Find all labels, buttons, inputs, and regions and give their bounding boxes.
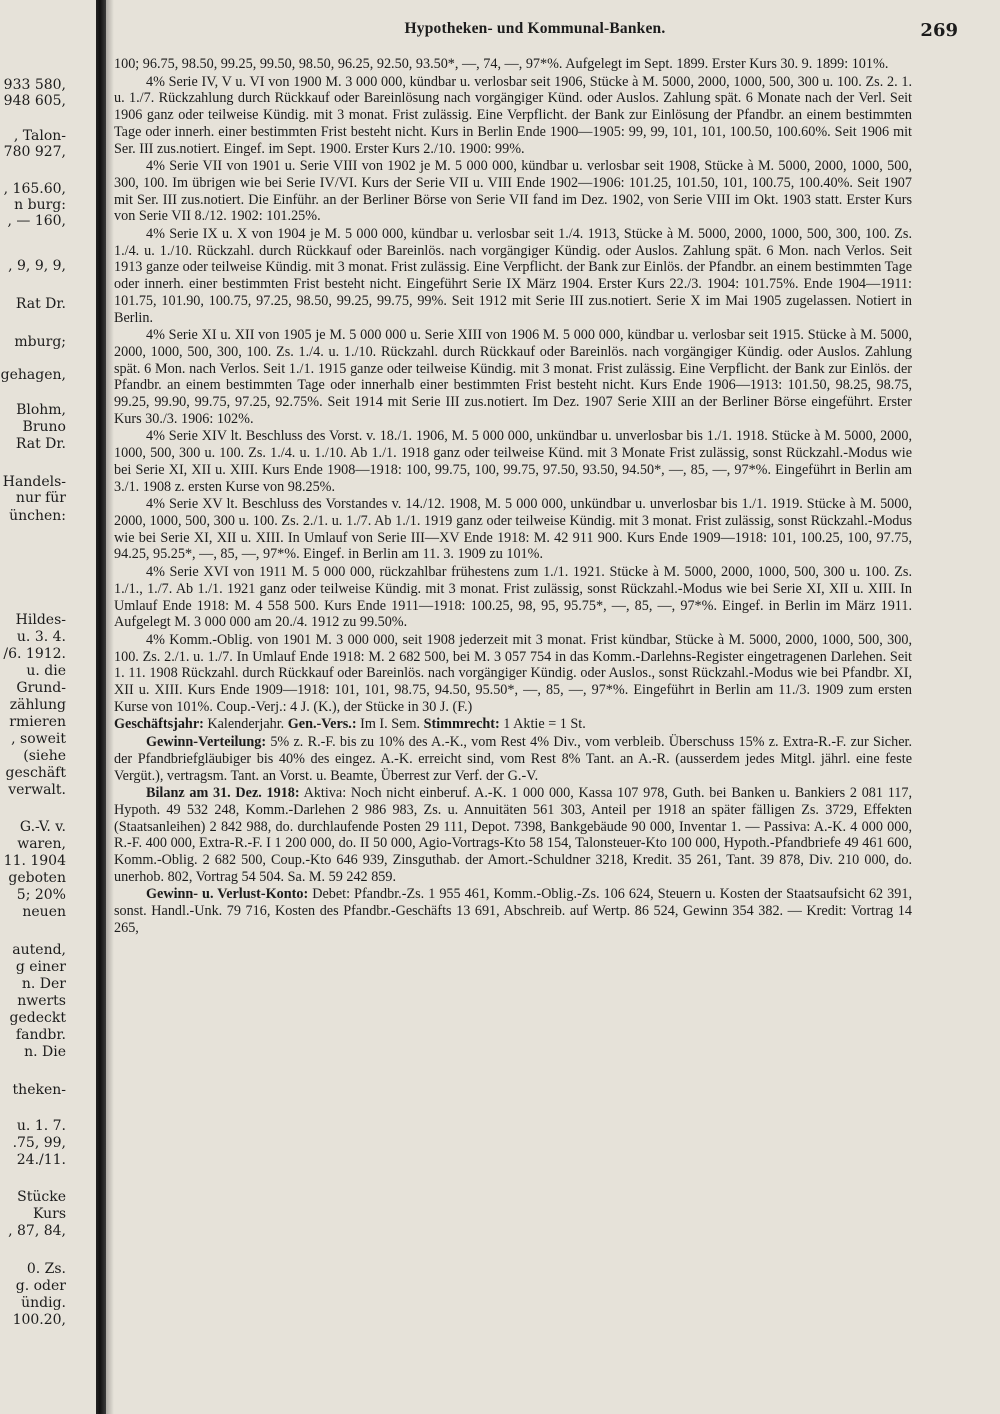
paragraph: Geschäftsjahr: Kalenderjahr. Gen.-Vers.: Im I. Sem. Stimmrecht: 1 Aktie = 1 St. (114, 716, 586, 733)
left-fragment-line: Rat Dr. (15, 436, 66, 452)
left-fragment-line: n burg: (14, 197, 66, 213)
left-fragment-line: nur für (15, 490, 66, 506)
left-page-fragment-column (0, 0, 96, 1414)
body-text (114, 56, 912, 938)
left-fragment-line: 933 580, (3, 77, 66, 93)
paragraph: 4% Serie XIV lt. Beschluss des Vorst. v. 18./1. 1906, M. 5 000 000, unkündbar u. unverlosbar bis 1./1. 1918. Stücke à M. 5000, 2000, 1000, 500, 300 u. 100. Zs. 1./4. u. 1./10. Ab 1./1. 1918 ganz oder teilweise Künd. mit 3 Monate Frist zulässig, sonst Rückzahl.-Modus wie bei Serie XI, XII u. XIII. Kurs Ende 1908—1918: 100, 99.75, 100, 99.75, 97.50, 93.50, 94.50*, —, 85, —, 97*%. Eingeführt in Berlin am 3./1. 1908 z. ersten Kurse von 98.25%. (114, 428, 912, 495)
paragraph: 4% Komm.-Oblig. von 1901 M. 3 000 000, seit 1908 jederzeit mit 3 monat. Frist kündbar, Stücke à M. 5000, 2000, 1000, 500, 300, 100. Zs. 2./1. u. 1./7. In Umlauf Ende 1918: M. 2 682 500, bei M. 3 057 754 in das Komm.-Darlehns-Register eingetragenen Darlehen. Seit 1. 11. 1908 Rückzahl. durch Rückkauf oder Bareinlös. nach vorgängiger Kündig. oder Auslos., sonst Rückzahl.-Modus wie bei Pfandbr. XI, XII u. XIII. Kurs Ende 1909—1918: 101, 101, 98.75, 94.50, 95.50*, —, 85, —, 97*%. Eingeführt in Berlin am 11./3. 1909 zum ersten Kurse von 101%. Coup.-Verj.: 4 J. (K.), der Stücke in 30 J. (F.) (114, 631, 912, 715)
left-fragment-line: 5; 20% (16, 887, 66, 903)
left-fragment-line: verwalt. (8, 782, 66, 798)
left-fragment-line: 100.20, (12, 1312, 66, 1328)
left-fragment-line: 11. 1904 (3, 853, 66, 869)
left-fragment-line: autend, (12, 942, 66, 958)
left-fragment-line: , 9, 9, 9, (8, 258, 66, 274)
left-fragment-line: gedeckt (9, 1010, 66, 1026)
left-fragment-line: Stücke (17, 1189, 66, 1205)
left-fragment-line: zählung (9, 697, 66, 713)
left-fragment-line: ündig. (21, 1295, 66, 1311)
left-fragment-line: , — 160, (7, 213, 66, 229)
left-fragment-line: , 87, 84, (8, 1223, 66, 1239)
running-header (110, 20, 960, 46)
left-fragment-line: 24./11. (16, 1152, 66, 1168)
left-fragment-line: Rat Dr. (15, 296, 66, 312)
header-title: Hypotheken- und Kommunal-Banken. (404, 20, 666, 37)
left-fragment-line: G.-V. v. (19, 819, 66, 835)
paragraph: 4% Serie IX u. X von 1904 je M. 5 000 000, kündbar u. verlosbar seit 1./4. 1913, Stücke à M. 5000, 2000, 1000, 500, 300, 100. Zs. 1./4. u. 1./10. Rückzahl. durch Rückkauf oder Bareinlös. nach vorgängiger Kündig. oder Auslos. Zahlung spät. 6 Mon. nach Verlos. Seit 1913 ganze oder teilweise Kündig. mit 3 monat. Frist zulässig. Eine Verpflicht. der Bank zur Einlös. der Pfandbr. an einem bestimmten Tage oder innerh. einer bestimmten Frist besteht nicht. Eingeführt Serie IX März 1904. Erster Kurs 22./3. 1904: 101.75%. Ende 1904—1911: 101.75, 101.90, 100.75, 97.25, 98.50, 99.25, 99.75, 99%. Seit 1912 mit Serie III zus.notiert. Serie X im Mai 1905 zugelassen. Notiert in Berlin. (114, 226, 912, 326)
left-fragment-line: u. die (26, 663, 66, 679)
left-fragment-line: theken- (12, 1082, 66, 1098)
left-fragment-line: (siehe (23, 748, 66, 764)
left-fragment-line: 780 927, (3, 144, 66, 160)
page-number: 269 (920, 20, 958, 41)
left-fragment-line: waren, (17, 836, 66, 852)
left-fragment-line: Kurs (32, 1206, 66, 1222)
paragraph: 4% Serie VII von 1901 u. Serie VIII von 1902 je M. 5 000 000, kündbar u. verlosbar seit 1908, Stücke à M. 5000, 2000, 1000, 500, 300, 100. Im übrigen wie bei Serie IV/VI. Kurs der Serie VII u. VIII Ende 1902—1906: 101.25, 101.50, 101, 100.75, 100.40%. Seit 1907 mit Ser. III zus.notiert. Die Einführ. an der Berliner Börse von Serie VII fand im Dez. 1902, von Serie VIII im Okt. 1903 statt. Erster Kurs von Serie VII 8./12. 1902: 101.25%. (114, 158, 912, 225)
left-fragment-line: , soweit (11, 731, 66, 747)
left-fragment-line: Blohm, (16, 402, 66, 418)
left-fragment-line: n. Der (21, 976, 66, 992)
left-fragment-line: mburg; (14, 334, 66, 350)
paragraph: Gewinn-Verteilung: 5% z. R.-F. bis zu 10% des A.-K., vom Rest 4% Div., vom verbleib. Überschuss 15% z. Extra-R.-F. zur Sicher. der Pfandbriefgläubiger bis 40% des eingez. A.-K. erreicht sind, vom Rest 8% Tant. an A.-R. (ausserdem jedes Mitgl. jährl. eine feste Vergüt.), vertragsm. Tant. an Vorst. u. Beamte, Überrest zur Verf. der G.-V. (114, 734, 912, 784)
paragraph: 4% Serie IV, V u. VI von 1900 M. 3 000 000, kündbar u. verlosbar seit 1906, Stücke à M. 5000, 2000, 1000, 500, 300 u. 100. Zs. 2. 1. u. 1./7. Rückzahlung durch Rückkauf oder Bareinlösung nach vorgängiger Künd. oder Auslos. Zahlung spät. 6 Monate nach der Verl. Seit 1906 ganz oder teilweise Kündig. mit 3 monat. Frist zulässig. Eine Verpflicht. der Bank zur Einlösung der Pfandbr. an einem bestimmten Tage oder innerh. einer bestimmten Frist besteht nicht. Kurs in Berlin Ende 1900—1905: 99, 99, 101, 101, 100.50, 100.60%. Seit 1906 mit Ser. III zus.notiert. Eingef. im Sept. 1900. Erster Kurs 2./10. 1900: 99%. (114, 73, 912, 157)
left-fragment-line: geschäft (5, 765, 66, 781)
left-fragment-line: fandbr. (15, 1027, 66, 1043)
left-fragment-line: rmieren (9, 714, 66, 730)
left-fragment-line: Bruno (22, 419, 66, 435)
left-fragment-line: Hildes- (15, 612, 66, 628)
left-fragment-line: 0. Zs. (26, 1261, 66, 1277)
gutter-shadow (106, 0, 114, 1414)
left-fragment-line: .75, 99, (12, 1135, 66, 1151)
paragraph: 4% Serie XI u. XII von 1905 je M. 5 000 000 u. Serie XIII von 1906 M. 5 000 000, kündbar u. verlosbar seit 1915. Stücke à M. 5000, 2000, 1000, 500, 300, 100. Zs. 1./4. u. 1./10. Rückzahl. durch Rückkauf oder Bareinlös. nach vorgängiger Kündig. oder Auslos. Zahlung spät. 6 Mon. nach Verlos. Seit 1./1. 1915 ganze oder teilweise Kündig. mit 3 monat. Frist zulässig. Eine Verpflicht. der Bank zur Einlös. der Pfandbr. an einem bestimmten Tage oder innerhalb einer bestimmten Frist besteht nicht. Kurs Ende 1906—1913: 101.50, 98.25, 98.75, 99.25, 99.90, 99.75, 97.25, 92.75%. Seit 1914 mit Serie III zus.notiert. Im Dez. 1907 Serie XIII an der Berliner Börse eingeführt. Erster Kurs 30./3. 1906: 102%. (114, 327, 912, 427)
paragraph: 4% Serie XVI von 1911 M. 5 000 000, rückzahlbar frühestens zum 1./1. 1921. Stücke à M. 5000, 2000, 1000, 500, 300 u. 100. Zs. 1./1., 1./7. Ab 1./1. 1921 ganz oder teilweise Kündig. mit 3 monat. Frist zulässig, sonst Rückzahl.-Modus wie bei Serie XI, XII u. XIII. In Umlauf Ende 1918: M. 4 558 500. Kurs Ende 1911—1918: 100.25, 98, 95, 95.75*, —, 85, —, 97*%. Eingef. in Berlin im März 1911. Aufgelegt M. 3 000 000 am 20./4. 1912 zu 99.50%. (114, 564, 912, 631)
paragraph: 100; 96.75, 98.50, 99.25, 99.50, 98.50, 96.25, 92.50, 93.50*, —, 74, —, 97*%. Aufgelegt im Sept. 1899. Erster Kurs 30. 9. 1899: 101%. (114, 56, 889, 72)
paragraph: Gewinn- u. Verlust-Konto: Debet: Pfandbr.-Zs. 1 955 461, Komm.-Oblig.-Zs. 106 624, Steuern u. Kosten der Staatsaufsicht 62 391, sonst. Handl.-Unk. 79 716, Kosten des Pfandbr.-Geschäfts 13 691, Abschreib. auf Wertp. 86 524, Gewinn 354 382. — Kredit: Vortrag 14 265, (114, 886, 912, 936)
left-fragment-line: Handels- (2, 474, 66, 490)
left-fragment-line: Grund- (16, 680, 66, 696)
left-fragment-line: , 165.60, (3, 181, 66, 197)
left-fragment-line: gehagen, (0, 367, 66, 383)
paragraph: Bilanz am 31. Dez. 1918: Aktiva: Noch nicht einberuf. A.-K. 1 000 000, Kassa 107 978, Guth. bei Banken u. Bankiers 2 081 117, Hypoth. 49 532 248, Komm.-Darlehen 2 986 983, Zs. u. Annuitäten 561 303, Anteil per 1918 an später fälligen Zs. 3729, Effekten (Staatsanleihen) 2 842 988, do. durchlaufende Posten 29 111, Depot. 7398, Bankgebäude 90 000, Inventar 1. — Passiva: A.-K. 4 000 000, R.-F. 400 000, Extra-R.-F. I 1 200 000, do. II 50 000, Agio-Vortrags-Kto 58 154, Talonsteuer-Kto 100 000, Hypoth.-Pfandbriefe 49 461 600, Komm.-Oblig. 2 682 500, Coup.-Kto 646 939, Zinsguthab. der Amort.-Schuldner 3218, Kredit. 35 261, Tant. 39 878, Div. 210 000, do. unerhob. 802, Vortrag 54 504. Sa. M. 59 242 859. (114, 785, 913, 885)
left-fragment-line: neuen (22, 904, 66, 920)
book-gutter (96, 0, 106, 1414)
left-fragment-line: nwerts (17, 993, 66, 1009)
left-fragment-line: g. oder (15, 1278, 66, 1294)
left-fragment-line: g einer (15, 959, 66, 975)
left-fragment-line: u. 3. 4. (16, 629, 66, 645)
left-fragment-line: n. Die (24, 1044, 66, 1060)
left-fragment-line: 948 605, (3, 93, 66, 109)
left-fragment-line: u. 1. 7. (16, 1118, 66, 1134)
left-fragment-line: ünchen: (9, 508, 66, 524)
left-fragment-line: /6. 1912. (3, 646, 66, 662)
paragraph: 4% Serie XV lt. Beschluss des Vorstandes v. 14./12. 1908, M. 5 000 000, unkündbar u. unverlosbar bis 1./1. 1919. Stücke à M. 5000, 2000, 1000, 500, 300 u. 100. Zs. 2./1. u. 1./7. Ab 1./1. 1919 ganz oder teilweise Kündig. mit 3 monat. Frist zulässig, sonst Rückzahl.-Modus wie bei Serie XI, XII u. XIII. In Umlauf von Serie III—XV Ende 1918: M. 42 911 900. Kurs Ende 1909—1918: 101, 100.25, 100, 97.75, 94.25, 95.25*, —, 85, —, 97*%. Eingef. in Berlin am 11. 3. 1909 zu 101%. (114, 496, 912, 563)
left-fragment-line: , Talon- (13, 128, 66, 144)
left-fragment-line: geboten (8, 870, 66, 886)
